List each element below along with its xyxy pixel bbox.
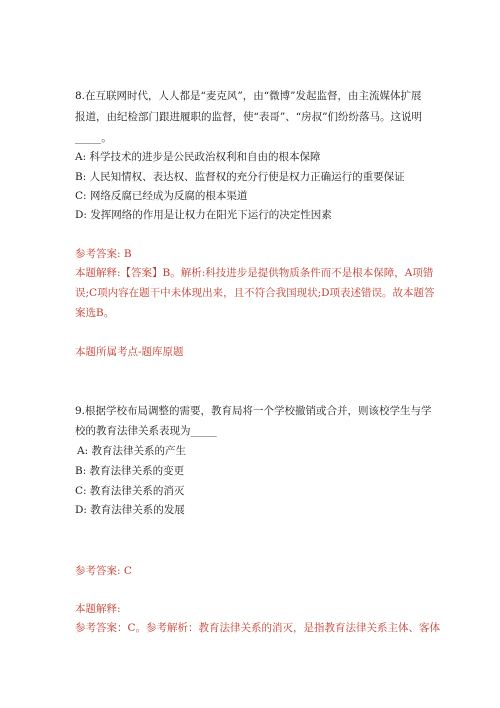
q9-option-a: A: 教育法律关系的产生 bbox=[77, 445, 186, 457]
q8-option-d: D: 发挥网络的作用是让权力在阳光下运行的决定性因素 bbox=[75, 209, 332, 221]
q9-stem-line-1: 9.根据学校布局调整的需要，教育局将一个学校撤销或合并，则该校学生与学 bbox=[75, 405, 432, 417]
q9-option-d: D: 教育法律关系的发展 bbox=[75, 504, 185, 516]
q8-explanation-line-2: 误;C项内容在题干中未体现出来，且不符合我国现状;D项表述错误。故本题答 bbox=[75, 287, 435, 299]
q8-stem-line-1: 8.在互联网时代，人人都是“麦克风”，由“微博”发起监督，由主流媒体扩展 bbox=[75, 90, 422, 102]
q9-explanation-line-1: 参考答案：C。参考解析：教育法律关系的消灭，是指教育法律关系主体、客体 bbox=[75, 622, 441, 634]
q8-explanation-line-3: 案选B。 bbox=[75, 307, 115, 319]
q8-stem-line-2: 报道，由纪检部门跟进履职的监督，使“表哥”、“房叔”们纷纷落马。这说明 bbox=[75, 111, 422, 123]
q9-stem-line-2: 校的教育法律关系表现为_____ bbox=[75, 425, 217, 437]
q8-option-a: A: 科学技术的进步是公民政治权利和自由的根本保障 bbox=[75, 151, 321, 163]
q8-category: 本题所属考点-题库原题 bbox=[75, 346, 184, 358]
q9-option-b: B: 教育法律关系的变更 bbox=[75, 465, 185, 477]
q8-answer: 参考答案: B bbox=[75, 248, 132, 260]
q9-answer: 参考答案: C bbox=[75, 565, 132, 577]
q8-stem-line-3: _____。 bbox=[75, 132, 112, 144]
q8-option-c: C: 网络反腐已经成为反腐的根本渠道 bbox=[75, 190, 248, 202]
q8-explanation-line-1: 本题解释:【答案】B。解析:科技进步是提供物质条件而不是根本保障，A项错 bbox=[75, 267, 434, 279]
q8-option-b: B: 人民知情权、表达权、监督权的充分行使是权力正确运行的重要保证 bbox=[75, 171, 405, 183]
q9-explanation-label: 本题解释: bbox=[75, 603, 121, 615]
q9-option-c: C: 教育法律关系的消灭 bbox=[75, 485, 185, 497]
